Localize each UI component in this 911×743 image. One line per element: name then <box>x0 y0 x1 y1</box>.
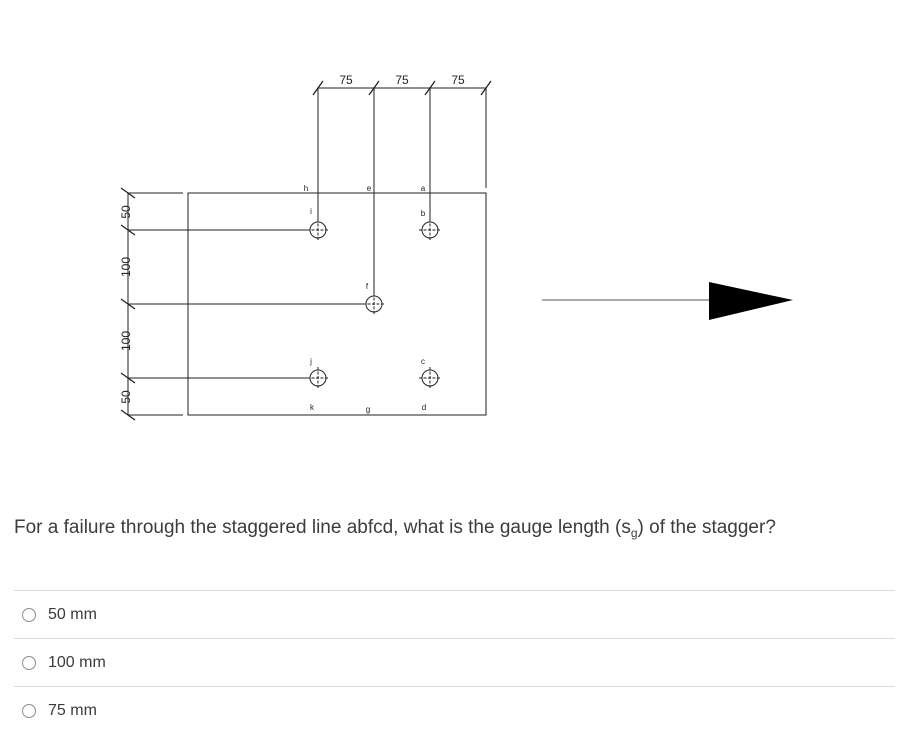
option-label: 75 mm <box>48 701 97 719</box>
right-arrow-icon <box>542 282 793 320</box>
top-extension-lines <box>318 88 486 304</box>
radio-button[interactable] <box>22 704 36 718</box>
label-g: g <box>365 405 371 414</box>
label-i: i <box>310 207 312 216</box>
label-h: h <box>303 184 309 193</box>
label-e: e <box>366 184 372 193</box>
side-dim-1: 50 <box>119 205 133 219</box>
label-c: c <box>421 357 425 366</box>
label-d: d <box>421 403 427 412</box>
side-dim-4: 50 <box>119 390 133 404</box>
side-dim-2: 100 <box>119 256 133 278</box>
question-text-after: ) of the stagger? <box>637 517 776 538</box>
top-dim-1: 75 <box>339 73 353 87</box>
option-label: 50 mm <box>48 605 97 623</box>
question-subscript: g <box>630 526 638 540</box>
bolt-hole-c <box>419 367 441 389</box>
left-extension-lines <box>128 193 372 415</box>
option-50mm[interactable] <box>14 590 895 638</box>
label-j: j <box>310 357 312 366</box>
label-a: a <box>420 184 426 193</box>
bolt-hole-b <box>419 219 441 241</box>
question-text <box>14 517 776 540</box>
option-label: 100 mm <box>48 653 106 671</box>
bolt-hole-f <box>363 293 385 315</box>
top-dim-2: 75 <box>395 73 409 87</box>
label-k: k <box>310 403 314 412</box>
bolt-hole-j <box>307 367 329 389</box>
side-dim-3: 100 <box>119 330 133 352</box>
option-100mm[interactable] <box>14 638 895 686</box>
question-text-before: For a failure through the staggered line abfcd, what is the gauge length (s <box>14 517 631 538</box>
top-dim-3: 75 <box>451 73 465 87</box>
bolt-hole-i <box>307 219 329 241</box>
radio-button[interactable] <box>22 608 36 622</box>
answer-options <box>14 590 895 734</box>
option-75mm[interactable] <box>14 686 895 734</box>
label-b: b <box>420 209 426 218</box>
radio-button[interactable] <box>22 656 36 670</box>
label-f: f <box>365 282 369 291</box>
